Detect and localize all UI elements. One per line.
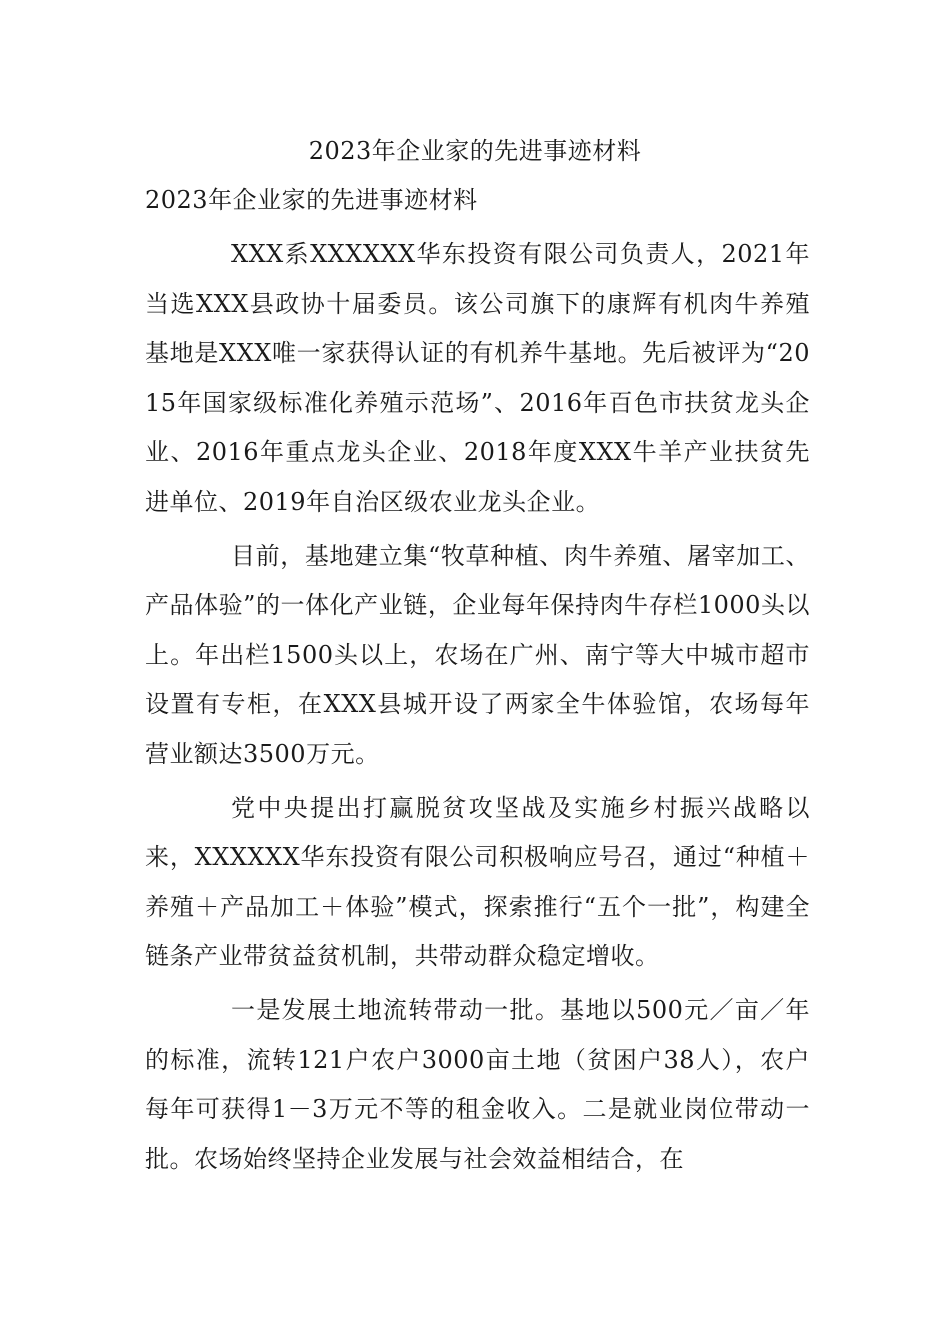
- document-title: 2023年企业家的先进事迹材料: [308, 137, 642, 165]
- paragraph-poverty-alleviation: 党中央提出打赢脱贫攻坚战及实施乡村振兴战略以来，XXXXXX华东投资有限公司积极响应号召，通过“种植＋养殖＋产品加工＋体验”模式，探索推行“五个一批”，构建全链条产业带贫益贫机制，共带动群众稳定增收。: [145, 793, 810, 971]
- paragraph-land-transfer: 一是发展土地流转带动一批。基地以500元／亩／年的标准，流转121户农户3000亩土地（贫困户38人），农户每年可获得1－3万元不等的租金收入。二是就业岗位带动一批。农场始终坚持企业发展与社会效益相结合，在: [145, 995, 810, 1173]
- paragraph-intro: XXX系XXXXXX华东投资有限公司负责人，2021年当选XXX县政协十届委员。该公司旗下的康辉有机肉牛养殖基地是XXX唯一家获得认证的有机养牛基地。先后被评为“2015年国家级标准化养殖示范场”、2016年百色市扶贫龙头企业、2016年重点龙头企业、2018年度XXX牛羊产业扶贫先进单位、2019年自治区级农业龙头企业。: [145, 240, 810, 516]
- document-body: [145, 230, 810, 1188]
- paragraph-industry-chain: 目前，基地建立集“牧草种植、肉牛养殖、屠宰加工、产品体验”的一体化产业链，企业每年保持肉牛存栏1000头以上。年出栏1500头以上，农场在广州、南宁等大中城市超市设置有专柜，在XXX县城开设了两家全牛体验馆，农场每年营业额达3500万元。: [145, 541, 810, 768]
- document-subtitle: 2023年企业家的先进事迹材料: [145, 186, 478, 214]
